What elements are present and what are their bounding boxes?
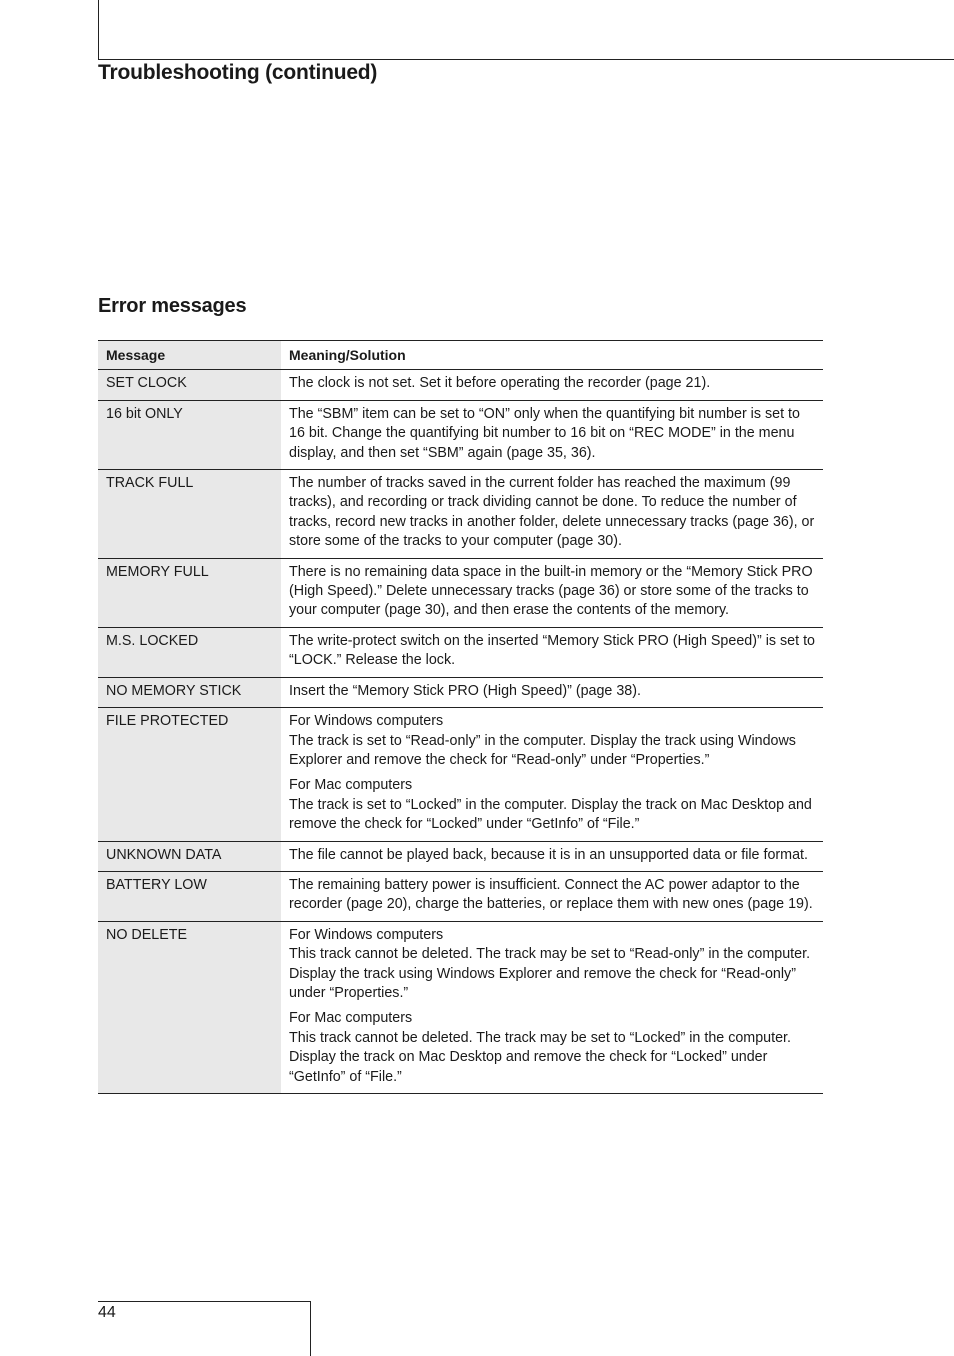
footer-rule-vertical [310,1301,311,1356]
solution-text: This track cannot be deleted. The track may be set to “Read-only” in the computer. Display the track using Windows Explorer and remove the check for “Read-only” under “Properties.” [289,946,811,1001]
error-solution [281,708,823,841]
column-header-solution: Meaning/Solution [281,341,823,370]
column-header-message: Message [98,341,281,370]
table-row [98,470,823,559]
solution-text: The track is set to “Read-only” in the computer. Display the track using Windows Explorer and remove the check for “Read-only” under “Properties.” [289,732,796,768]
header-rule-vertical [98,0,99,60]
error-message-code: M.S. LOCKED [98,627,281,677]
error-solution [281,921,823,1093]
table-row [98,677,823,707]
solution-text: The “SBM” item can be set to “ON” only when the quantifying bit number is set to 16 bit. Change the quantifying bit number to 16 bit on “REC MODE” in the menu display, and then set “SBM” again (page 35, 36). [289,405,800,461]
error-message-code: TRACK FULL [98,470,281,559]
table-row [98,558,823,627]
table-row [98,871,823,921]
solution-text: This track cannot be deleted. The track may be set to “Locked” in the computer. Display the track on Mac Desktop and remove the check for “Locked” under “GetInfo” of “File.” [289,1029,791,1085]
error-solution [281,871,823,921]
solution-block [289,926,817,1004]
solution-subtitle: For Windows computers [289,713,444,730]
solution-subtitle: For Windows computers [289,926,444,943]
error-solution [281,677,823,707]
solution-text: The clock is not set. Set it before operating the recorder (page 21). [289,375,711,392]
error-solution [281,400,823,469]
solution-subtitle: For Mac computers [289,1010,413,1027]
error-solution [281,558,823,627]
table-row [98,841,823,871]
error-message-code: UNKNOWN DATA [98,841,281,871]
error-message-code: NO MEMORY STICK [98,677,281,707]
error-solution [281,470,823,559]
error-message-code: BATTERY LOW [98,871,281,921]
section-title: Error messages [98,295,247,317]
solution-text: Insert the “Memory Stick PRO (High Speed)” (page 38). [289,682,641,699]
error-messages-table [98,340,823,1094]
solution-text: There is no remaining data space in the built-in memory or the “Memory Stick PRO (High Speed).” Delete unnecessary tracks (page 36) or store some of the tracks to your computer (page 30), and then erase the contents of the memory. [289,563,813,619]
solution-subtitle: For Mac computers [289,777,413,794]
table-row [98,708,823,841]
error-solution [281,627,823,677]
error-message-code: FILE PROTECTED [98,708,281,841]
solution-text: The file cannot be played back, because it is in an unsupported data or file format. [289,846,808,863]
error-message-code: MEMORY FULL [98,558,281,627]
table-header-row [98,341,823,370]
footer-rule-horizontal [98,1301,311,1302]
solution-text: The write-protect switch on the inserted “Memory Stick PRO (High Speed)” is set to “LOCK.” Release the lock. [289,632,815,669]
page-number: 44 [98,1304,116,1321]
error-message-code: SET CLOCK [98,370,281,400]
error-solution [281,370,823,400]
error-message-code: NO DELETE [98,921,281,1093]
solution-block [289,712,817,770]
error-message-code: 16 bit ONLY [98,400,281,469]
solution-text: The remaining battery power is insufficient. Connect the AC power adaptor to the recorder (page 20), charge the batteries, or replace them with new ones (page 19). [289,876,813,913]
table-row [98,921,823,1093]
solution-text: The number of tracks saved in the current folder has reached the maximum (99 tracks), and recording or track dividing cannot be done. To reduce the number of tracks, record new tracks in another folder, delete unnecessary tracks (page 36), or store some of the tracks to your computer (page 30). [289,475,815,550]
page-title: Troubleshooting (continued) [98,61,378,84]
solution-block [289,1009,817,1087]
table-row [98,400,823,469]
table-row [98,370,823,400]
error-solution [281,841,823,871]
header-rule-horizontal [98,59,954,60]
solution-block [289,776,817,834]
table-row [98,627,823,677]
solution-text: The track is set to “Locked” in the computer. Display the track on Mac Desktop and remove the check for “Locked” under “GetInfo” of “File.” [289,796,812,833]
